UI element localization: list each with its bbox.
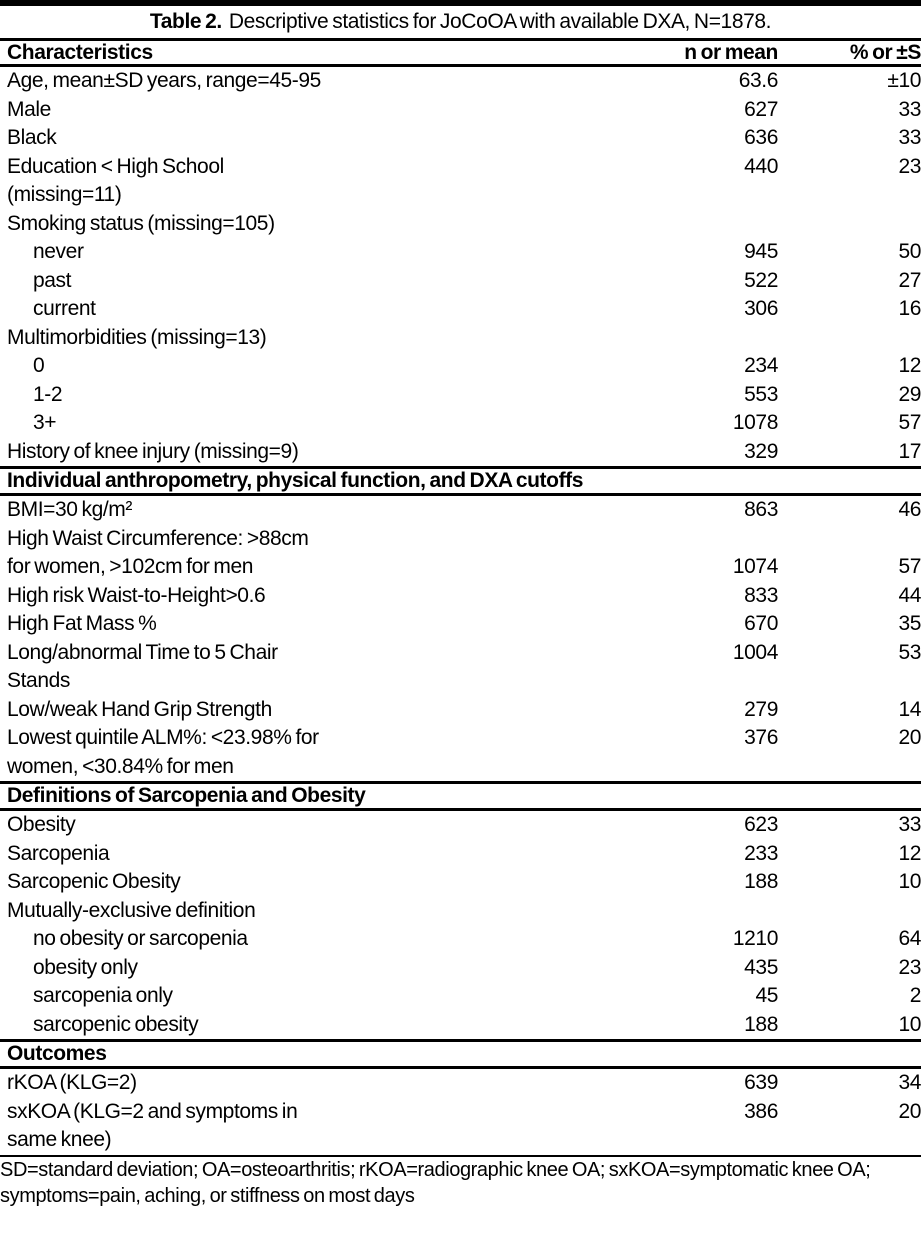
row-label: 1-2: [33, 382, 63, 406]
table-row: [0, 925, 921, 954]
row-pct-value: 57: [898, 411, 921, 434]
row-n-value: [618, 667, 778, 696]
row-n-value: 522: [744, 268, 778, 292]
row-label: no obesity or sarcopenia: [33, 927, 248, 950]
row-label: rKOA (KLG=2): [7, 1071, 137, 1094]
row-label: Education < High School: [7, 154, 224, 178]
row-n-value: 636: [744, 126, 778, 149]
table-row: [0, 525, 921, 554]
table-row: [0, 96, 921, 125]
col-header-n-or-mean: n or mean: [684, 41, 778, 64]
row-pct-value: 44: [898, 583, 921, 607]
row-pct-value: 2: [909, 984, 921, 1007]
row-n-value: 233: [744, 841, 778, 865]
table-row: [0, 1069, 921, 1098]
row-pct-value: 27: [898, 268, 921, 292]
row-pct-value: 33: [898, 813, 921, 836]
row-pct-value: 46: [898, 498, 921, 521]
row-n-value: 63.6: [738, 69, 778, 92]
row-pct-value: 50: [898, 240, 921, 263]
row-label: past: [33, 268, 72, 292]
table-row: [0, 696, 921, 725]
col-header-characteristics: Characteristics: [7, 41, 153, 64]
row-label: BMI=30 kg/m²: [7, 498, 132, 521]
row-n-value: 279: [744, 697, 778, 721]
row-pct-value: 33: [898, 97, 921, 121]
row-label: sarcopenia only: [33, 984, 173, 1007]
row-label: Male: [7, 97, 51, 121]
row-label: 3+: [33, 411, 57, 434]
row-pct-value: [778, 897, 921, 926]
table-row: [0, 181, 921, 210]
table-row: [0, 954, 921, 983]
row-label: current: [33, 297, 96, 320]
table-row: [0, 553, 921, 582]
row-pct-value: [778, 753, 921, 782]
row-pct-value: 29: [898, 382, 921, 406]
row-pct-value: 33: [898, 126, 921, 149]
row-n-value: 234: [744, 354, 778, 377]
table-row: [0, 324, 921, 353]
table-section-header: Outcomes: [0, 1039, 921, 1069]
row-label: obesity only: [33, 955, 138, 979]
row-n-value: 1210: [732, 927, 778, 950]
row-n-value: 306: [744, 297, 778, 320]
table-row: [0, 238, 921, 267]
row-pct-value: [778, 324, 921, 353]
row-n-value: [618, 181, 778, 210]
row-n-value: [618, 210, 778, 239]
footnote-line-2: symptoms=pain, aching, or stiffness on most days: [0, 1184, 415, 1207]
table-row: [0, 438, 921, 467]
row-pct-value: [778, 210, 921, 239]
row-pct-value: 12: [898, 841, 921, 865]
row-n-value: [618, 753, 778, 782]
row-label: never: [33, 240, 84, 263]
row-pct-value: 23: [898, 154, 921, 178]
table-row: [0, 610, 921, 639]
table-section-header: Definitions of Sarcopenia and Obesity: [0, 781, 921, 811]
row-label: same knee): [7, 1128, 112, 1151]
row-pct-value: 57: [898, 555, 921, 578]
row-n-value: 45: [755, 984, 778, 1007]
row-n-value: 435: [744, 955, 778, 979]
table-row: [0, 1126, 921, 1155]
table-body: [0, 67, 921, 1155]
table-title-text: Descriptive statistics for JoCoOA with available DXA, N=1878.: [228, 10, 772, 33]
row-n-value: 1074: [732, 555, 778, 578]
row-pct-value: 23: [898, 955, 921, 979]
row-pct-value: 20: [898, 1099, 921, 1123]
row-label: women, <30.84% for men: [7, 754, 234, 778]
row-label: sarcopenic obesity: [33, 1012, 199, 1036]
table-row: [0, 381, 921, 410]
row-n-value: [618, 525, 778, 554]
table-row: [0, 1011, 921, 1040]
table-row: [0, 352, 921, 381]
row-pct-value: 10: [898, 1012, 921, 1036]
row-label: Sarcopenic Obesity: [7, 870, 181, 893]
table-row: [0, 409, 921, 438]
table-row: [0, 210, 921, 239]
row-label: High risk Waist-to-Height>0.6: [7, 583, 266, 607]
table-row: [0, 295, 921, 324]
row-pct-value: 53: [898, 640, 921, 664]
table-row: [0, 1098, 921, 1127]
row-n-value: 639: [744, 1071, 778, 1094]
table-row: [0, 811, 921, 840]
table-row: [0, 67, 921, 96]
row-label: Sarcopenia: [7, 841, 110, 865]
row-pct-value: [778, 525, 921, 554]
row-n-value: 188: [744, 1012, 778, 1036]
row-label: Smoking status (missing=105): [7, 211, 275, 235]
row-pct-value: 64: [898, 927, 921, 950]
row-pct-value: 20: [898, 726, 921, 749]
row-label: Obesity: [7, 813, 76, 836]
row-n-value: 623: [744, 813, 778, 836]
row-n-value: 670: [744, 612, 778, 635]
row-pct-value: ±10: [887, 69, 921, 92]
row-label: sxKOA (KLG=2 and symptoms in: [7, 1099, 298, 1123]
row-label: History of knee injury (missing=9): [7, 439, 299, 463]
row-pct-value: 12: [898, 354, 921, 377]
table-row: [0, 582, 921, 611]
row-n-value: 627: [744, 97, 778, 121]
row-n-value: 833: [744, 583, 778, 607]
row-n-value: 863: [744, 498, 778, 521]
row-label: Mutually-exclusive definition: [7, 898, 256, 922]
table-row: [0, 267, 921, 296]
row-pct-value: 17: [898, 439, 921, 463]
row-pct-value: 35: [898, 612, 921, 635]
row-n-value: 1078: [732, 411, 778, 434]
row-label: (missing=11): [7, 183, 122, 206]
row-label: 0: [33, 354, 45, 377]
row-n-value: [618, 324, 778, 353]
row-pct-value: [778, 667, 921, 696]
row-label: Long/abnormal Time to 5 Chair: [7, 640, 278, 664]
row-n-value: 329: [744, 439, 778, 463]
row-pct-value: 34: [898, 1071, 921, 1094]
row-label: Multimorbidities (missing=13): [7, 325, 267, 349]
row-n-value: [618, 1126, 778, 1155]
row-n-value: 945: [744, 240, 778, 263]
row-label: for women, >102cm for men: [7, 555, 254, 578]
row-label: High Fat Mass %: [7, 612, 157, 635]
table-row: [0, 897, 921, 926]
row-n-value: 553: [744, 382, 778, 406]
row-label: Stands: [7, 669, 70, 692]
row-n-value: 1004: [732, 640, 778, 664]
row-label: Low/weak Hand Grip Strength: [7, 697, 272, 721]
table-row: [0, 868, 921, 897]
row-n-value: 386: [744, 1099, 778, 1123]
row-n-value: [618, 897, 778, 926]
footnote-line-1: SD=standard deviation; OA=osteoarthritis; rKOA=radiographic knee OA; sxKOA=symptomatic knee OA;: [0, 1158, 871, 1181]
row-n-value: 440: [744, 154, 778, 178]
row-pct-value: [778, 1126, 921, 1155]
row-pct-value: [778, 181, 921, 210]
table-row: [0, 639, 921, 668]
table-row: [0, 153, 921, 182]
table-footnote: [0, 1155, 921, 1209]
table-row: [0, 724, 921, 753]
table-row: [0, 982, 921, 1011]
table-title: [0, 6, 921, 38]
table-row: [0, 496, 921, 525]
row-label: Black: [7, 126, 57, 149]
row-pct-value: 14: [898, 697, 921, 721]
row-label: Age, mean±SD years, range=45-95: [7, 69, 321, 92]
table-row: [0, 840, 921, 869]
table-row: [0, 124, 921, 153]
row-label: Lowest quintile ALM%: <23.98% for: [7, 726, 319, 749]
table-header-row: [0, 38, 921, 67]
table-section-header: Individual anthropometry, physical function, and DXA cutoffs: [0, 466, 921, 496]
table-title-number: Table 2.: [149, 10, 222, 33]
row-pct-value: 16: [898, 297, 921, 320]
row-label: High Waist Circumference: >88cm: [7, 526, 309, 550]
row-n-value: 188: [744, 870, 778, 893]
table-row: [0, 753, 921, 782]
table-row: [0, 667, 921, 696]
row-n-value: 376: [744, 726, 778, 749]
row-pct-value: 10: [898, 870, 921, 893]
col-header-pct-or-sd: % or ±S: [849, 41, 921, 64]
